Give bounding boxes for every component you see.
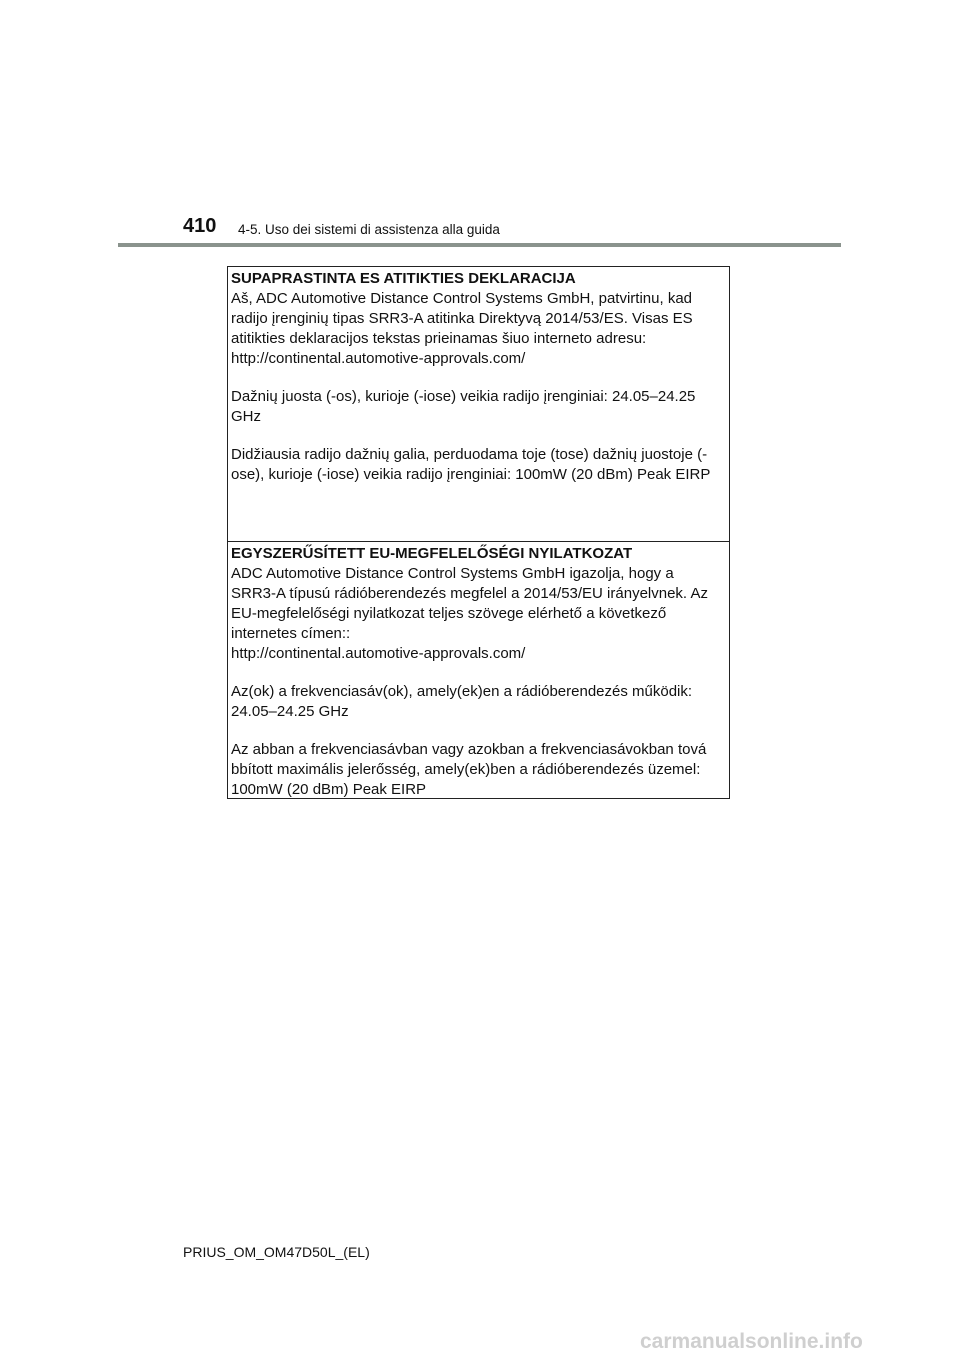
- manual-code: PRIUS_OM_OM47D50L_(EL): [183, 1244, 370, 1260]
- declaration-heading-hungarian: EGYSZERŰSÍTETT EU-MEGFELELŐSÉGI NYILATKOZAT: [231, 545, 633, 562]
- max-power-paragraph: Didžiausia radijo dažnių galia, perduodama toje (tose) dažnių juostoje (- ose), kurioje (-iose) veikia radijo įrenginiai: 100mW (20 dBm) Peak EIRP: [231, 446, 711, 483]
- declaration-heading-lithuanian: SUPAPRASTINTA ES ATITIKTIES DEKLARACIJA: [231, 270, 576, 287]
- watermark: carmanualsonline.info: [640, 1330, 863, 1353]
- page-number: 410: [183, 215, 217, 237]
- section-title: 4-5. Uso dei sistemi di assistenza alla guida: [238, 222, 500, 237]
- declaration-lithuanian: [228, 267, 729, 542]
- frequency-band-paragraph: Dažnių juosta (-os), kurioje (-iose) veikia radijo įrenginiai: 24.05–24.25 GHz: [231, 388, 696, 425]
- frequency-band-paragraph: Az(ok) a frekvenciasáv(ok), amely(ek)en a rádióberendezés működik: 24.05–24.25 GHz: [231, 683, 693, 720]
- declaration-paragraph: ADC Automotive Distance Control Systems GmbH igazolja, hogy a SRR3-A típusú rádióberendezés megfelel a 2014/53/EU irányelvnek. Az EU-megfelelőségi nyilatkozat teljes szövege elérhető a következő internetes címen:: http://continental.automotive-approvals.com/: [231, 565, 708, 662]
- header-divider: [118, 243, 841, 247]
- declaration-box: [227, 266, 730, 799]
- max-power-paragraph: Az abban a frekvenciasávban vagy azokban a frekvenciasávokban tová bbított maximális jelerősség, amely(ek)ben a rádióberendezés üzemel: 100mW (20 dBm) Peak EIRP: [231, 741, 707, 798]
- declaration-hungarian: [228, 542, 729, 798]
- declaration-paragraph: Aš, ADC Automotive Distance Control Systems GmbH, patvirtinu, kad radijo įrenginių tipas SRR3-A atitinka Direktyvą 2014/53/ES. Visas ES atitikties deklaracijos tekstas prieinamas šiuo interneto adresu: http://continental.automotive-approvals.com/: [231, 290, 693, 367]
